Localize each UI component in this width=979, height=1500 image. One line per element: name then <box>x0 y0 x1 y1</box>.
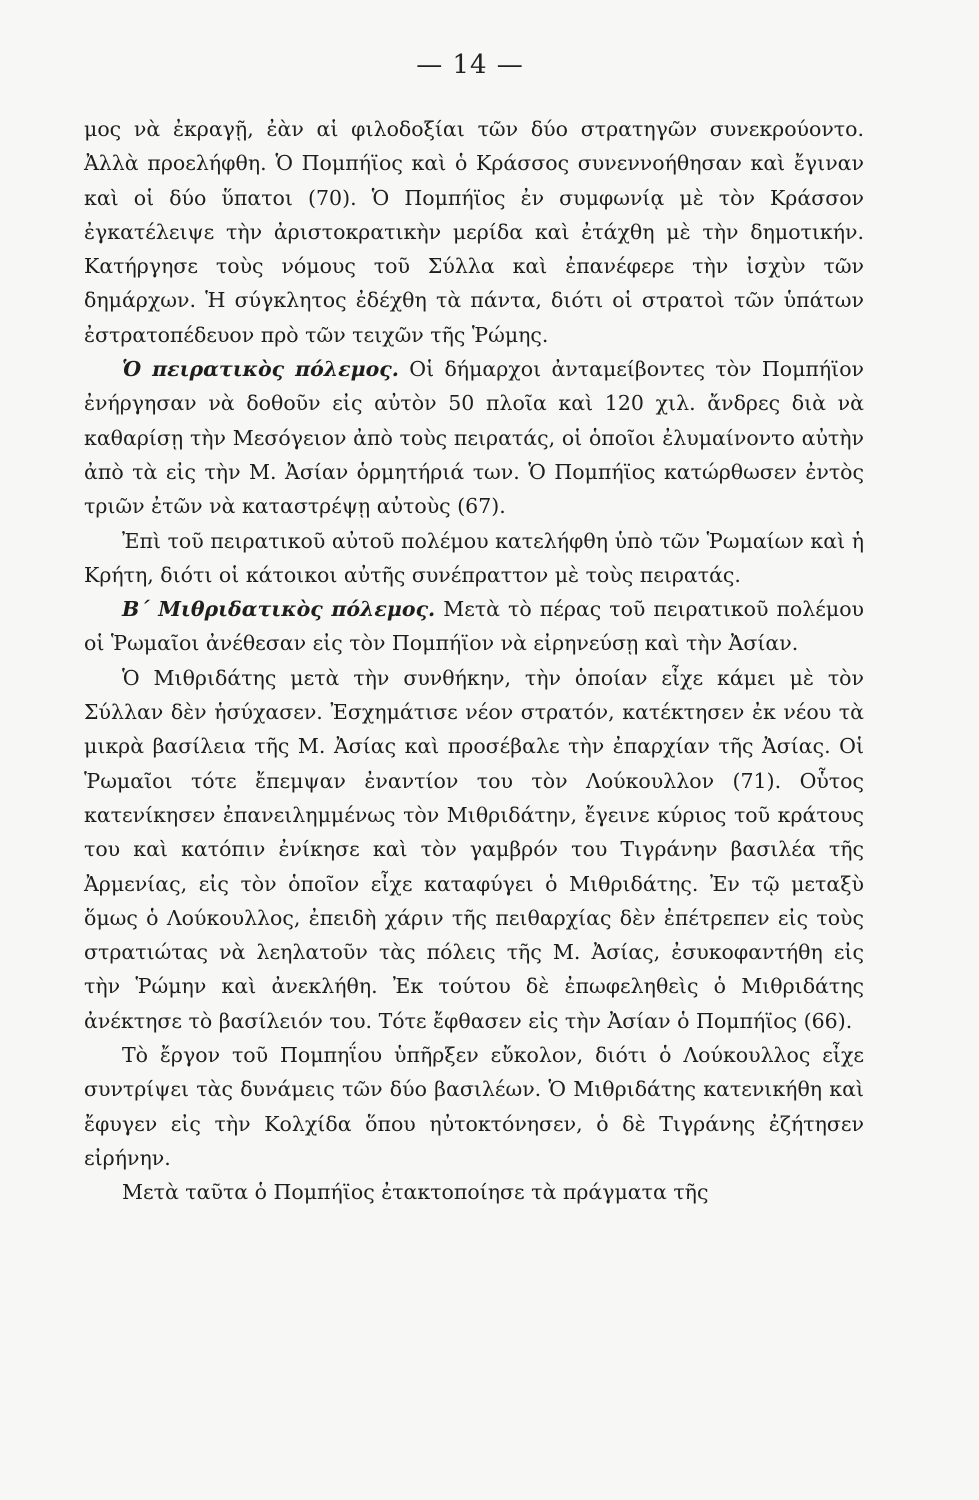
paragraph-text: Οἱ δήμαρχοι ἀνταμείβοντες τὸν Πομπήϊον ἐνήργησαν νὰ δοθοῦν εἰς αὐτὸν 50 πλοῖα καὶ 120 χιλ. ἄνδρες διὰ νὰ καθαρίσῃ τὴν Μεσόγειον ἀπὸ τοὺς πειρατάς, οἱ ὁποῖοι ἐλυμαίνοντο αὐτὴν ἀπὸ τὰ εἰς τὴν Μ. Ἀσίαν ὁρμητήριά των. Ὁ Πομπήϊος κατώρθωσεν ἐντὸς τριῶν ἐτῶν νὰ καταστρέψῃ αὐτοὺς (67). <box>84 357 864 519</box>
paragraph <box>84 524 864 593</box>
paragraph <box>84 112 864 352</box>
paragraph-text: Μετὰ τὸ πέρας τοῦ πειρατικοῦ πολέμου οἱ Ῥωμαῖοι ἀνέθεσαν εἰς τὸν Πομπήϊον νὰ εἰρηνεύσῃ καὶ τὴν Ἀσίαν. <box>84 597 864 656</box>
paragraph-text: Ἐπὶ τοῦ πειρατικοῦ αὐτοῦ πολέμου κατελήφθη ὑπὸ τῶν Ῥωμαίων καὶ ἡ Κρήτη, διότι οἱ κάτοικοι αὐτῆς συνέπραττον μὲ τοὺς πειρατάς. <box>84 528 864 587</box>
section-heading-mithridatic-war: Β΄ Μιθριδατικὸς πόλεμος. <box>122 597 436 622</box>
paragraph <box>84 1175 864 1209</box>
paragraph-text: Μετὰ ταῦτα ὁ Πομπήϊος ἐτακτοποίησε τὰ πράγματα τῆς <box>122 1180 709 1205</box>
paragraph <box>84 592 864 661</box>
section-heading-piracy-war: Ὁ πειρατικὸς πόλεμος. <box>122 357 399 382</box>
body-text <box>84 112 864 1210</box>
page-number: — 14 — <box>416 50 524 80</box>
paragraph <box>84 1038 864 1175</box>
paragraph <box>84 352 864 523</box>
paragraph-text: Τὸ ἔργον τοῦ Πομπηΐου ὑπῆρξεν εὔκολον, διότι ὁ Λούκουλλος εἶχε συντρίψει τὰς δυνάμεις τῶν δύο βασιλέων. Ὁ Μιθριδάτης κατενικήθη καὶ ἔφυγεν εἰς τὴν Κολχίδα ὅπου ηὐτοκτόνησεν, ὁ δὲ Τιγράνης ἐζήτησεν εἰρήνην. <box>84 1043 864 1170</box>
paragraph-text: μος νὰ ἐκραγῇ, ἐὰν αἱ φιλοδοξίαι τῶν δύο στρατηγῶν συνεκρούοντο. Ἀλλὰ προελήφθη. Ὁ Πομπήϊος καὶ ὁ Κράσσος συνεννοήθησαν καὶ ἔγιναν καὶ οἱ δύο ὕπατοι (70). Ὁ Πομπήϊος ἐν συμφωνίᾳ μὲ τὸν Κράσσον ἐγκατέλειψε τὴν ἀριστοκρατικὴν μερίδα καὶ ἐτάχθη μὲ τὴν δημοτικήν. Κατήργησε τοὺς νόμους τοῦ Σύλλα καὶ ἐπανέφερε τὴν ἰσχὺν τῶν δημάρχων. Ἡ σύγκλητος ἐδέχθη τὰ πάντα, διότι οἱ στρατοὶ τῶν ὑπάτων ἐστρατοπέδευον πρὸ τῶν τειχῶν τῆς Ῥώμης. <box>84 117 864 347</box>
paragraph <box>84 661 864 1038</box>
paragraph-text: Ὁ Μιθριδάτης μετὰ τὴν συνθήκην, τὴν ὁποίαν εἶχε κάμει μὲ τὸν Σύλλαν δὲν ἡσύχασεν. Ἐσχημάτισε νέον στρατόν, κατέκτησεν ἐκ νέου τὰ μικρὰ βασίλεια τῆς Μ. Ἀσίας καὶ προσέβαλε τὴν ἐπαρχίαν τῆς Ἀσίας. Οἱ Ῥωμαῖοι τότε ἔπεμψαν ἐναντίον του τὸν Λούκουλλον (71). Οὗτος κατενίκησεν ἐπανειλημμένως τὸν Μιθριδάτην, ἔγεινε κύριος τοῦ κράτους του καὶ κατόπιν ἐνίκησε καὶ τὸν γαμβρόν του Τιγράνην βασιλέα τῆς Ἀρμενίας, εἰς τὸν ὁποῖον εἶχε καταφύγει ὁ Μιθριδάτης. Ἐν τῷ μεταξὺ ὅμως ὁ Λούκουλλος, ἐπειδὴ χάριν τῆς πειθαρχίας δὲν ἐπέτρεπεν εἰς τοὺς στρατιώτας νὰ λεηλατοῦν τὰς πόλεις τῆς Μ. Ἀσίας, ἐσυκοφαντήθη εἰς τὴν Ῥώμην καὶ ἀνεκλήθη. Ἐκ τούτου δὲ ἐπωφεληθεὶς ὁ Μιθριδάτης ἀνέκτησε τὸ βασίλειόν του. Τότε ἔφθασεν εἰς τὴν Ἀσίαν ὁ Πομπήϊος (66). <box>84 665 864 1033</box>
